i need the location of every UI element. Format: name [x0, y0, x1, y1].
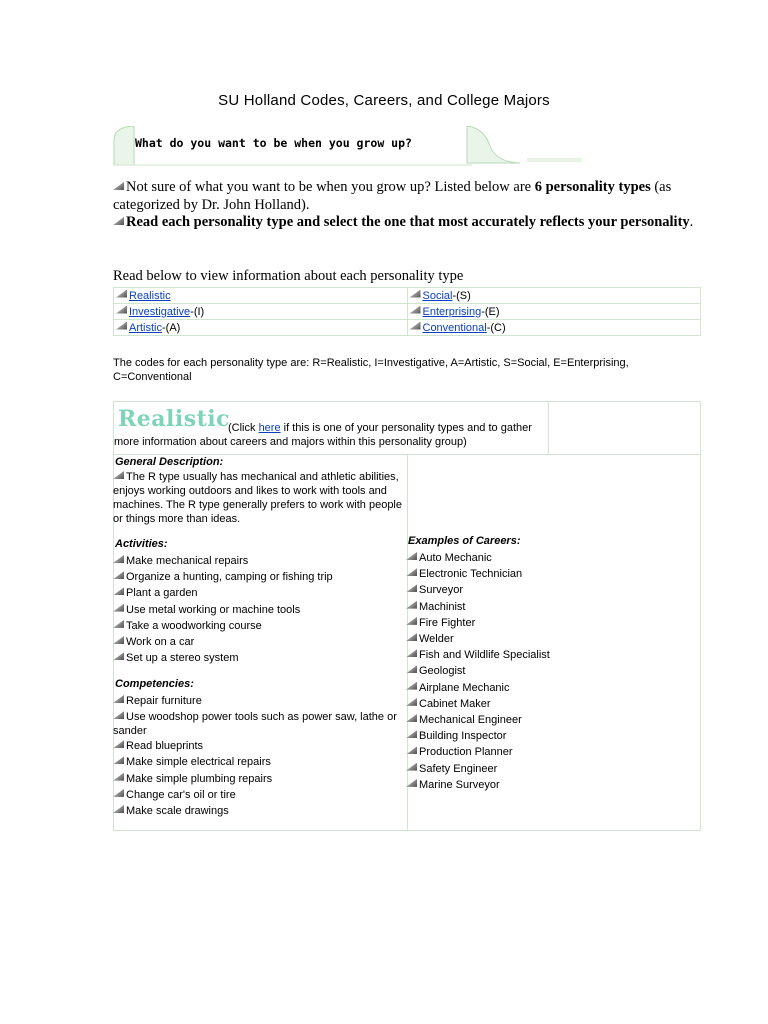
list-item-text: Production Planner — [419, 746, 513, 759]
general-description-title: General Description: — [115, 456, 224, 468]
list-item-text: Make simple electrical repairs — [126, 756, 271, 769]
list-item-text: Make simple plumbing repairs — [126, 772, 273, 785]
read-below-text: Read below to view information about each personality type — [113, 268, 464, 284]
intro-paragraph-1: Not sure of what you want to be when you grow up? Listed below are 6 personality types (as categorized by Dr. John Holland). — [113, 179, 672, 213]
list-item-text: Organize a hunting, camping or fishing trip — [126, 571, 333, 584]
realistic-heading: Realistic — [118, 406, 231, 432]
list-item-text: Make scale drawings — [126, 805, 229, 818]
list-item — [113, 569, 333, 585]
bullet-icon — [113, 571, 124, 579]
list-item — [406, 712, 550, 728]
list-item-text: Change car's oil or tire — [126, 788, 236, 801]
list-item — [113, 803, 397, 819]
list-item — [406, 599, 550, 615]
list-item — [406, 647, 550, 663]
page-title: SU Holland Codes, Careers, and College Majors — [218, 92, 550, 109]
bullet-icon — [406, 584, 417, 592]
arrow-cell — [549, 402, 700, 454]
list-item — [406, 631, 550, 647]
bullet-icon — [406, 552, 417, 560]
competencies-rest — [113, 738, 397, 819]
list-item — [113, 618, 333, 634]
examples-of-careers-title: Examples of Careers: — [408, 535, 521, 547]
list-item-text: Plant a garden — [126, 587, 198, 600]
list-item — [406, 744, 550, 760]
list-item-text: Airplane Mechanic — [419, 681, 510, 694]
list-item-text: Auto Mechanic — [419, 552, 492, 564]
personality-types-table — [113, 287, 701, 336]
personality-code: -(I) — [190, 305, 205, 318]
bullet-icon — [113, 756, 124, 764]
bullet-icon — [406, 730, 417, 738]
list-item-text: Welder — [419, 633, 454, 646]
intro-paragraph-2: Read each personality type and select the one that most accurately reflects your personality. — [113, 214, 703, 232]
list-item-text: Use metal working or machine tools — [126, 603, 301, 616]
list-item-text: Machinist — [419, 600, 466, 613]
list-item — [113, 754, 397, 770]
bullet-icon — [406, 682, 417, 690]
table-cell — [114, 304, 408, 320]
list-item — [406, 728, 550, 744]
bullet-icon — [406, 746, 417, 754]
careers-list — [406, 550, 550, 793]
personality-code: -(A) — [162, 321, 181, 334]
list-item — [113, 787, 397, 803]
table-cell — [407, 288, 701, 304]
bullet-icon — [113, 652, 124, 660]
list-item-text: Marine Surveyor — [419, 778, 500, 791]
bullet-icon — [406, 779, 417, 787]
table-row — [114, 304, 701, 320]
table-cell — [407, 320, 701, 336]
general-description-text: The R type usually has mechanical and athletic abilities, enjoys working outdoors and likes to work with tools and machines. The R type generally prefers to work with people or things more than ideas. — [113, 471, 402, 525]
bullet-icon — [113, 587, 124, 595]
bullet-icon — [116, 306, 127, 314]
bullet-icon — [113, 711, 124, 719]
bullet-icon — [406, 568, 417, 576]
list-item: Use woodshop power tools such as power saw, lathe or sander — [113, 711, 397, 738]
bullet-icon — [113, 789, 124, 797]
list-item — [113, 771, 397, 787]
table-cell — [114, 288, 408, 304]
list-item-text: Fire Fighter — [419, 616, 476, 629]
list-item-text: Set up a stereo system — [126, 652, 239, 665]
bullet-icon — [116, 290, 127, 298]
list-item-text: Safety Engineer — [419, 762, 498, 775]
list-item-text: Fish and Wildlife Specialist — [419, 649, 550, 662]
codes-note: The codes for each personality type are: R=Realistic, I=Investigative, A=Artistic, S=Social, E=Enterprising, C=Conventional — [113, 357, 629, 383]
bullet-icon — [113, 805, 124, 813]
list-item — [406, 777, 550, 793]
personality-code: -(E) — [481, 305, 500, 318]
bullet-icon — [113, 620, 124, 628]
bullet-icon — [113, 773, 124, 781]
list-item-text: Cabinet Maker — [419, 697, 491, 710]
personality-code: -(S) — [452, 289, 471, 302]
list-item — [113, 738, 397, 754]
bullet-icon — [116, 322, 127, 330]
list-item — [406, 663, 550, 679]
list-item — [113, 634, 333, 650]
table-cell — [407, 304, 701, 320]
activities-list — [113, 553, 333, 666]
activities-title: Activities: — [115, 538, 168, 550]
bullet-icon — [113, 604, 124, 612]
table-row — [114, 288, 701, 304]
list-item — [113, 553, 333, 569]
list-item — [113, 602, 333, 618]
bullet-icon — [406, 763, 417, 771]
list-item-text: Read blueprints — [126, 740, 204, 753]
bullet-icon — [113, 740, 124, 748]
bullet-icon — [406, 665, 417, 673]
personality-type-link[interactable]: Conventional — [422, 321, 487, 334]
list-item — [406, 761, 550, 777]
bullet-icon — [406, 633, 417, 641]
list-item-text: Electronic Technician — [419, 568, 523, 581]
banner-text: What do you want to be when you grow up? — [135, 136, 412, 150]
bullet-icon — [113, 636, 124, 644]
bullet-icon — [406, 617, 417, 625]
list-item — [406, 582, 550, 598]
list-item-text: Take a woodworking course — [126, 619, 262, 632]
list-item — [406, 566, 550, 582]
realistic-header-cell — [114, 402, 548, 454]
realistic-click-text: (Click here if this is one of your personality types and to gather more information about careers and majors within this personality group) — [114, 422, 532, 448]
bullet-icon — [410, 322, 421, 330]
list-item: Repair furniture — [113, 693, 397, 709]
bullet-icon — [113, 695, 124, 703]
bullet-icon — [410, 290, 421, 298]
competencies-list — [113, 693, 397, 819]
list-item-text: Mechanical Engineer — [419, 714, 522, 727]
personality-type-link[interactable]: Realistic — [129, 289, 171, 302]
bullet-icon — [406, 649, 417, 657]
bullet-icon — [406, 601, 417, 609]
personality-type-link[interactable]: Social — [422, 289, 453, 302]
table-row — [114, 320, 701, 336]
bullet-icon — [113, 471, 124, 479]
bullet-icon — [410, 306, 421, 314]
bullet-icon — [113, 182, 124, 190]
bullet-icon — [406, 714, 417, 722]
list-item-text: Make mechanical repairs — [126, 555, 249, 567]
list-item-text: Geologist — [419, 665, 466, 678]
list-item — [406, 615, 550, 631]
personality-type-link[interactable]: Artistic — [129, 321, 162, 334]
bullet-icon — [406, 698, 417, 706]
table-cell — [114, 320, 408, 336]
bullet-icon — [113, 555, 124, 563]
list-item-text: Surveyor — [419, 584, 464, 597]
list-item — [113, 650, 333, 666]
list-item-text: Building Inspector — [419, 730, 507, 743]
list-item — [406, 696, 550, 712]
intro — [113, 179, 703, 232]
personality-code: -(C) — [486, 321, 506, 334]
list-item — [406, 550, 550, 566]
list-item-text: Work on a car — [126, 636, 195, 649]
competencies-title: Competencies: — [115, 678, 194, 690]
list-item — [406, 680, 550, 696]
personality-type-link[interactable]: Investigative — [129, 305, 191, 318]
personality-type-link[interactable]: Enterprising — [422, 305, 482, 318]
bullet-icon — [113, 217, 124, 225]
list-item — [113, 585, 333, 601]
here-link[interactable]: here — [258, 422, 281, 434]
